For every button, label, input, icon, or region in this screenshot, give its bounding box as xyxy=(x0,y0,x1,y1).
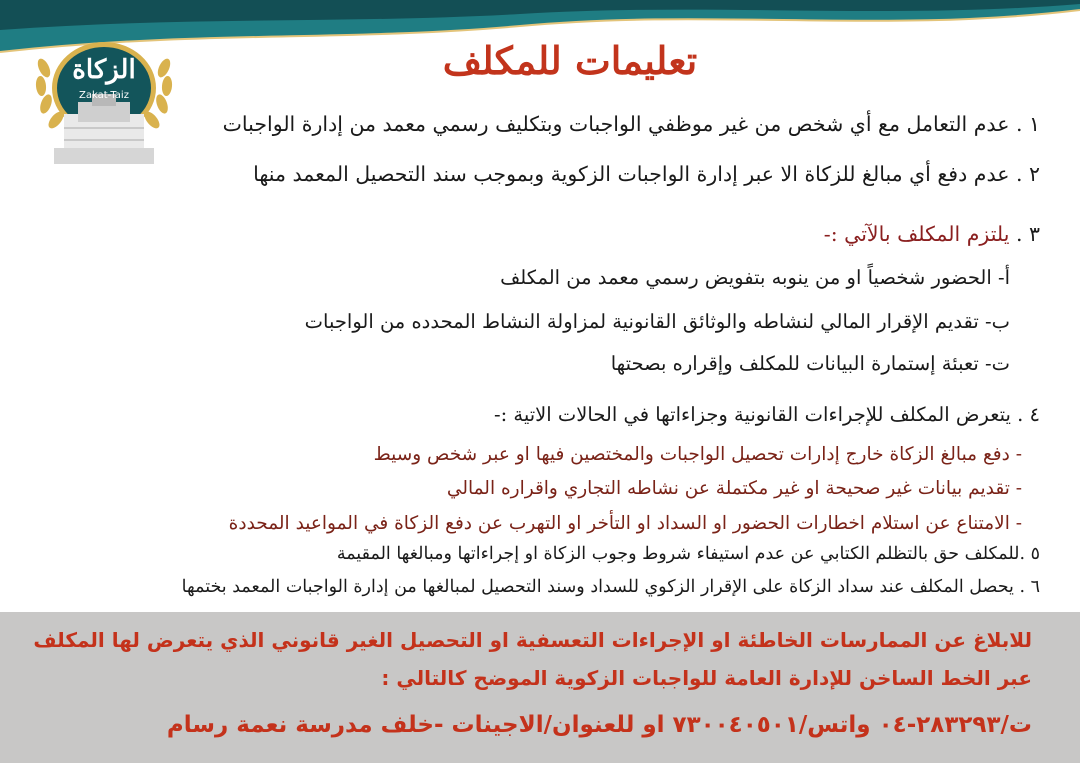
report-contact: ت/٢٨٣٢٩٣-٠٤ واتس/٧٣٠٠٤٠٥٠١ او للعنوان/الاجينات -خلف مدرسة نعمة رسام xyxy=(166,712,1032,738)
page-title: تعليمات للمكلف xyxy=(442,38,698,83)
instruction-3 xyxy=(824,222,1040,246)
instruction-3-number: ٣ . xyxy=(1015,222,1040,246)
zakat-logo xyxy=(34,28,174,170)
instruction-3-subitem-a: أ- الحضور شخصياً او من ينوبه بتفويض رسمي معمد من المكلف xyxy=(500,266,1010,289)
logo-arabic-name: الزكاة xyxy=(72,55,136,85)
logo-english-name: Zakat-Taiz xyxy=(79,90,129,101)
instruction-4: ٤ . يتعرض المكلف للإجراءات القانونية وجزاءاتها في الحالات الاتية :- xyxy=(494,403,1040,426)
instruction-3-label: يلتزم المكلف بالآتي :- xyxy=(823,222,1010,246)
instruction-4-case-1: - دفع مبالغ الزكاة خارج إدارات تحصيل الواجبات والمختصين فيها او عبر شخص وسيط xyxy=(373,444,1022,465)
instruction-6: ٦ . يحصل المكلف عند سداد الزكاة على الإقرار الزكوي للسداد وسند التحصيل لمبالغها من إدارة الواجبات المعمد بختمها xyxy=(181,577,1040,597)
instruction-3-subitem-b: ب- تقديم الإقرار المالي لنشاطه والوثائق القانونية لمزاولة النشاط المحدده من الواجبات xyxy=(304,310,1010,333)
instruction-4-case-3: - الامتناع عن استلام اخطارات الحضور او السداد او التأخر او التهرب عن دفع الزكاة في المواعيد المحددة xyxy=(228,513,1022,534)
instruction-5: ٥ .للمكلف حق بالتظلم الكتابي عن عدم استيفاء شروط وجوب الزكاة او إجراءاتها ومبالغها المقيمة xyxy=(336,544,1040,564)
report-line-1: للابلاغ عن الممارسات الخاطئة او الإجراءات التعسفية او التحصيل الغير قانوني الذي يتعرض لها المكلف xyxy=(33,628,1032,652)
instruction-2: ٢ . عدم دفع أي مبالغ للزكاة الا عبر إدارة الواجبات الزكوية وبموجب سند التحصيل المعمد منها xyxy=(253,162,1040,186)
instruction-1: ١ . عدم التعامل مع أي شخص من غير موظفي الواجبات وبتكليف رسمي معمد من إدارة الواجبات xyxy=(222,112,1040,136)
instruction-4-case-2: - تقديم بيانات غير صحيحة او غير مكتملة عن نشاطه التجاري واقراره المالي xyxy=(446,478,1022,499)
instruction-3-subitem-c: ت- تعبئة إستمارة البيانات للمكلف وإقراره بصحتها xyxy=(610,352,1010,375)
report-line-2: عبر الخط الساخن للإدارة العامة للواجبات الزكوية الموضح كالتالي : xyxy=(381,666,1032,690)
